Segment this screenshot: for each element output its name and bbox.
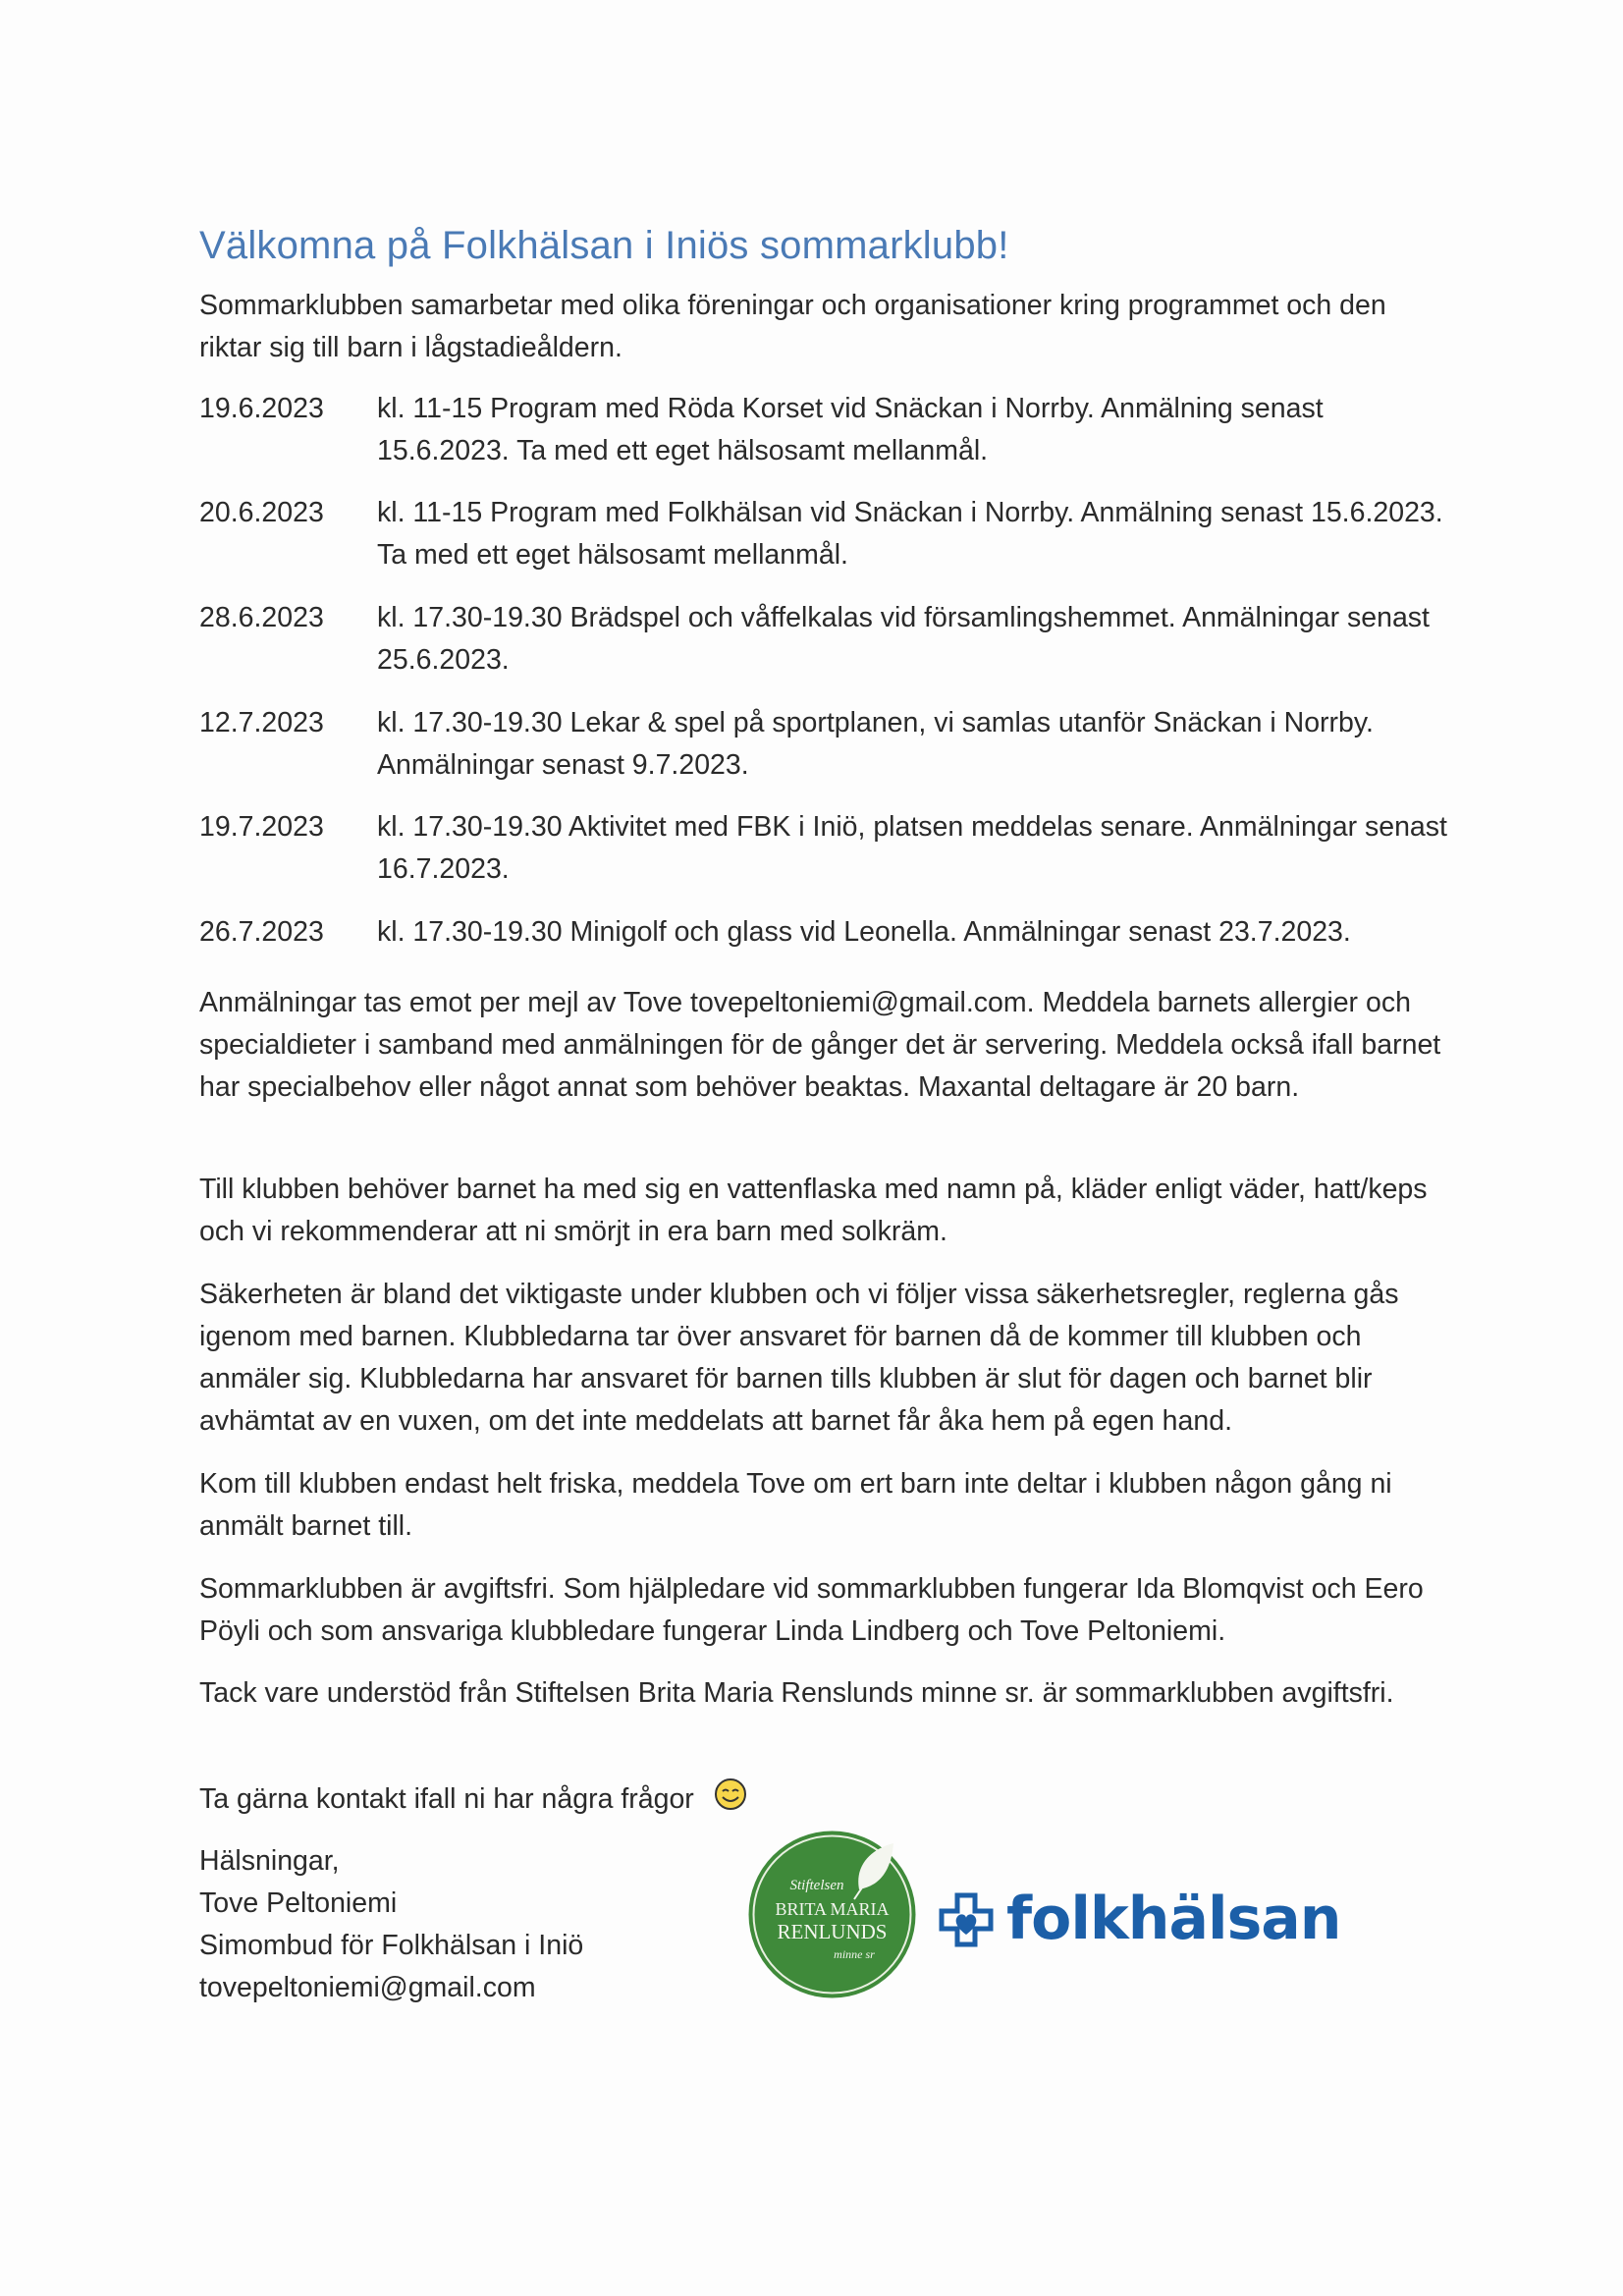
stiftelsen-seal-logo <box>746 1829 918 2000</box>
schedule-text: kl. 11-15 Program med Folkhälsan vid Snäckan i Norrby. Anmälning senast 15.6.2023. Ta med ett eget hälsosamt mellanmål. <box>377 497 1443 571</box>
signature-role: Simombud för Folkhälsan i Iniö <box>199 1930 584 1961</box>
schedule-date: 28.6.2023 <box>199 602 324 633</box>
folkhalsan-logo <box>938 1886 1448 1954</box>
health-paragraph: Kom till klubben endast helt friska, meddela Tove om ert barn inte deltar i klubben någon gång ni anmält barnet till. <box>199 1468 1392 1542</box>
folkhalsan-cross-icon <box>938 1891 995 1948</box>
seal-line1: Stiftelsen <box>789 1878 844 1893</box>
smiley-icon <box>714 1777 747 1824</box>
registration-paragraph: Anmälningar tas emot per mejl av Tove tovepeltoniemi@gmail.com. Meddela barnets allergier och specialdieter i samband med anmälningen för de gånger det är servering. Meddela också ifall barnet har specialbehov eller något annat som behöver beaktas. Maxantal deltagare är 20 barn. <box>199 987 1441 1103</box>
schedule-date: 20.6.2023 <box>199 497 324 528</box>
schedule-text: kl. 17.30-19.30 Lekar & spel på sportplanen, vi samlas utanför Snäckan i Norrby. Anmälningar senast 9.7.2023. <box>377 707 1374 781</box>
contact-line <box>199 1777 1446 1824</box>
bring-paragraph: Till klubben behöver barnet ha med sig en vattenflaska med namn på, kläder enligt väder, hatt/keps och vi rekommenderar att ni smörjt in era barn med solkräm. <box>199 1174 1428 1247</box>
folkhalsan-logo-text: folkhälsan <box>1006 1885 1341 1953</box>
schedule-text: kl. 17.30-19.30 Minigolf och glass vid Leonella. Anmälningar senast 23.7.2023. <box>377 916 1351 948</box>
page-title: Välkomna på Folkhälsan i Iniös sommarklubb! <box>199 224 1009 267</box>
seal-line2: BRITA MARIA <box>775 1899 890 1919</box>
schedule-date: 19.6.2023 <box>199 393 324 424</box>
schedule-text: kl. 17.30-19.30 Aktivitet med FBK i Iniö, platsen meddelas senare. Anmälningar senast 16.7.2023. <box>377 811 1447 885</box>
signature-email: tovepeltoniemi@gmail.com <box>199 1972 536 2003</box>
intro-paragraph: Sommarklubben samarbetar med olika föreningar och organisationer kring programmet och den riktar sig till barn i lågstadieåldern. <box>199 290 1386 363</box>
schedule-date: 19.7.2023 <box>199 811 324 843</box>
seal-line3: RENLUNDS <box>777 1920 888 1943</box>
schedule-date: 26.7.2023 <box>199 916 324 948</box>
thanks-paragraph: Tack vare understöd från Stiftelsen Brita Maria Renslunds minne sr. är sommarklubben avgiftsfri. <box>199 1677 1394 1709</box>
schedule-text: kl. 11-15 Program med Röda Korset vid Snäckan i Norrby. Anmälning senast 15.6.2023. Ta med ett eget hälsosamt mellanmål. <box>377 393 1324 466</box>
schedule-text: kl. 17.30-19.30 Brädspel och våffelkalas vid församlingshemmet. Anmälningar senast 25.6.2023. <box>377 602 1430 676</box>
seal-line4: minne sr <box>834 1947 875 1961</box>
schedule-date: 12.7.2023 <box>199 707 324 738</box>
safety-paragraph: Säkerheten är bland det viktigaste under klubben och vi följer vissa säkerhetsregler, reglerna gås igenom med barnen. Klubbledarna tar över ansvaret för barnen då de kommer till klubben och anmäler sig. Klubbledarna har ansvaret för barnen tills klubben är slut för dagen och barnet blir avhämtat av en vuxen, om det inte meddelats att barnet får åka hem på egen hand. <box>199 1279 1399 1437</box>
contact-text: Ta gärna kontakt ifall ni har några frågor <box>199 1783 694 1816</box>
signature-name: Tove Peltoniemi <box>199 1887 398 1919</box>
signature-greeting: Hälsningar, <box>199 1845 340 1877</box>
leaders-paragraph: Sommarklubben är avgiftsfri. Som hjälpledare vid sommarklubben fungerar Ida Blomqvist och Eero Pöyli och som ansvariga klubbledare fungerar Linda Lindberg och Tove Peltoniemi. <box>199 1573 1424 1647</box>
